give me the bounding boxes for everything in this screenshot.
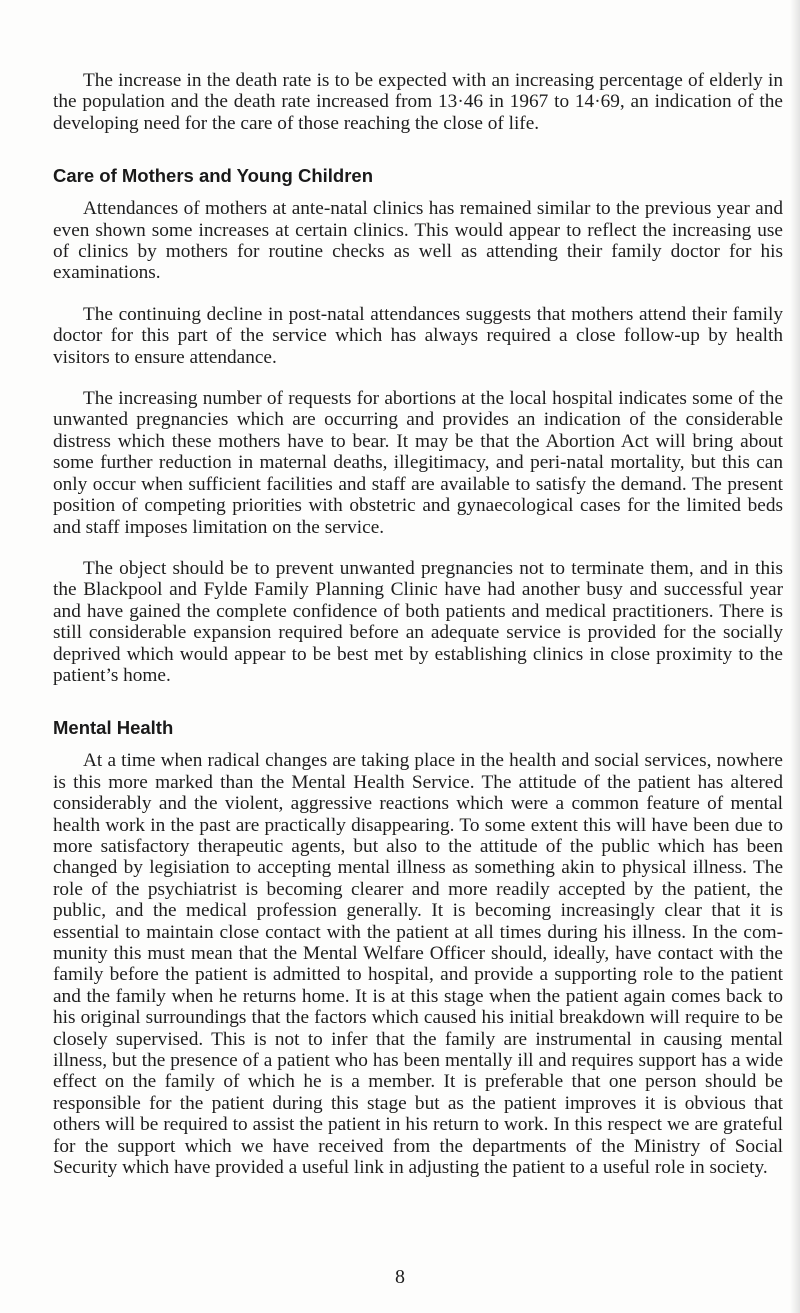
- section-heading-mental-health: Mental Health: [53, 717, 174, 739]
- spacer: [53, 284, 783, 304]
- spacer: [53, 368, 783, 388]
- section-heading-mothers: Care of Mothers and Young Children: [53, 165, 374, 187]
- spacer: [53, 538, 783, 558]
- page-content: [53, 70, 783, 1178]
- paragraph-family-planning: The object should be to prevent unwanted pregnancies not to terminate them, and in this the Blackpool and Fylde Family Planning Clinic have had another busy and successful year and have gained the complete confidence of both patients and medical practitioners. There is still considerable expansion required before an adequate service is provided for the socially deprived which would appear to be best met by establishing clinics in close proximity to the patient’s home.: [53, 557, 783, 686]
- page-number: 8: [395, 1266, 405, 1288]
- paragraph-mental-health: At a time when radical changes are taking place in the health and social services, nowhere is this more marked than the Mental Health Service. The attitude of the patient has altered considerably and the violent, aggressive reactions which were a common feature of mental health work in the past are practically disappearing. To some extent this will have been due to more satisfactory therapeutic agents, but also to the attitude of the public which has been changed by legisiation to accepting mental illness as something akin to physical illness. The role of the psychiatrist is becoming clearer and more readily accepted by the patient, the public, and the medical profession generally. It is becoming increasingly clear that it is essential to maintain close contact with the patient at all times during his illness. In the com-munity this must mean that the Mental Welfare Officer should, ideally, have contact with the family before the patient is admitted to hospital, and provide a supporting role to the patient and the family when he returns home. It is at this stage when the patient again comes back to his original surroundings that the factors which caused his initial breakdown will require to be closely supervised. This is not to infer that the family are instrumental in causing mental illness, but the presence of a patient who has been mentally ill and requires support has a wide effect on the family of which he is a member. It is preferable that one person should be responsible for the patient during this stage but as the patient improves it is obvious that others will be required to assist the patient in his return to work. In this respect we are grateful for the support which we have received from the departments of the Ministry of Social Security which have provided a useful link in adjusting the patient to a useful role in society.: [53, 750, 783, 1179]
- paragraph-antenatal: Attendances of mothers at ante-natal clinics has remained similar to the previous year and even shown some increases at certain clinics. This would appear to reflect the increasing use of clinics by mothers for routine checks as well as attending their family doctor for his examinations.: [53, 198, 783, 284]
- page-edge-shadow: [790, 0, 800, 1313]
- intro-paragraph: The increase in the death rate is to be expected with an increasing percentage of elderly in the population and the death rate increased from 13·46 in 1967 to 14·69, an indication of the developing need for the care of those reaching the close of life.: [53, 70, 783, 134]
- paragraph-abortions: The increasing number of requests for abortions at the local hospital indicates some of the unwanted pregnancies which are occurring and provides an indication of the considerable distress which these mothers have to bear. It may be that the Abortion Act will bring about some further reduction in maternal deaths, illegitimacy, and peri-natal mortality, but this can only occur when sufficient facilities and staff are available to satisfy the demand. The present position of competing priorities with obstetric and gynaecological cases for the limited beds and staff imposes limitation on the service.: [53, 388, 783, 538]
- paragraph-postnatal: The continuing decline in post-natal attendances suggests that mothers attend their family doctor for this part of the service which has always required a close follow-up by health visitors to ensure attendance.: [53, 303, 783, 368]
- spacer: [53, 134, 783, 165]
- spacer: [53, 686, 783, 717]
